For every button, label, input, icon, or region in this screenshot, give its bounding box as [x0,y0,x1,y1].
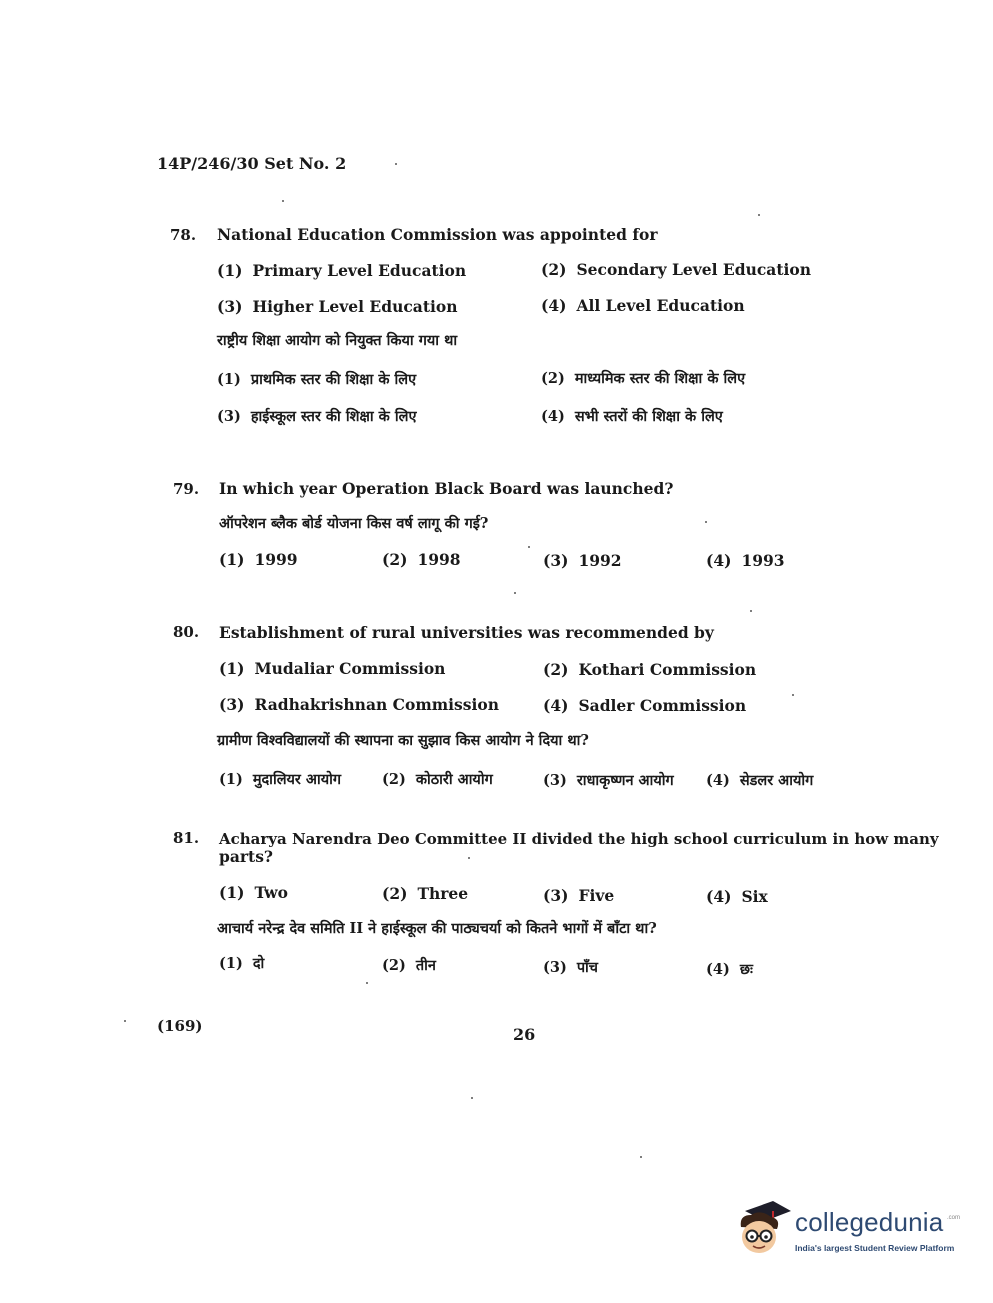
hindi-option-4: (4) सेडलर आयोग [706,772,814,789]
hindi-option-2: (2) कोठारी आयोग [382,771,493,788]
scan-speck [471,1097,473,1099]
option-2: (2) Kothari Commission [543,660,757,679]
scan-speck [282,200,284,202]
booklet-code: (169) [157,1017,203,1035]
question-text: Establishment of rural universities was recommended by [219,623,714,642]
scan-speck [792,694,794,696]
question-text: National Education Commission was appointed for [217,225,658,244]
question-text-hindi: आचार्य नरेन्द्र देव समिति II ने हाईस्कूल की पाठ्यचर्या को कितने भागों में बाँटा था? [217,920,657,937]
option-4: (4) Sadler Commission [543,696,747,715]
logo-tagline: India's largest Student Review Platform [795,1243,955,1253]
option-3: (3) Five [543,886,615,905]
hindi-option-3: (3) राधाकृष्णन आयोग [543,772,674,789]
hindi-option-1: (1) मुदालियर आयोग [219,771,342,788]
scan-speck [705,521,707,523]
option-2: (2) 1998 [382,550,461,569]
question-text: In which year Operation Black Board was launched? [219,479,674,498]
option-3: (3) Higher Level Education [217,297,458,316]
logo-suffix: .com [947,1215,961,1221]
scan-speck [758,214,760,216]
hindi-option-3: (3) पाँच [543,959,599,976]
question-number: 78. [170,226,197,244]
option-1: (1) Primary Level Education [217,261,467,280]
option-2: (2) Secondary Level Education [541,260,811,279]
hindi-option-2: (2) माध्यमिक स्तर की शिक्षा के लिए [541,370,746,387]
scan-speck [468,857,470,859]
question-text-hindi: ग्रामीण विश्वविद्यालयों की स्थापना का सुझाव किस आयोग ने दिया था? [217,732,589,749]
question-number: 81. [173,829,200,847]
scan-speck [640,1156,642,1158]
option-3: (3) Radhakrishnan Commission [219,695,499,714]
hindi-option-2: (2) तीन [382,957,436,974]
question-number: 79. [173,480,200,498]
question-text-hindi: ऑपरेशन ब्लैक बोर्ड योजना किस वर्ष लागू की गई? [219,515,489,532]
scan-speck [750,610,752,612]
option-4: (4) All Level Education [541,296,745,315]
scan-speck [528,546,530,548]
option-4: (4) 1993 [706,551,785,570]
question-text-line-2: parts? [219,847,274,866]
question-text-line-1: Acharya Narendra Deo Committee II divided the high school curriculum in how many [219,830,939,848]
logo-wordmark: collegedunia [795,1207,944,1237]
scan-speck [366,982,368,984]
question-text-hindi: राष्ट्रीय शिक्षा आयोग को नियुक्त किया गया था [217,332,458,349]
mascot-icon [735,1197,793,1259]
hindi-option-3: (3) हाईस्कूल स्तर की शिक्षा के लिए [217,408,417,425]
option-4: (4) Six [706,887,768,906]
hindi-option-1: (1) दो [219,955,265,972]
option-3: (3) 1992 [543,551,622,570]
paper-code: 14P/246/30 Set No. 2 [157,154,347,173]
question-number: 80. [173,623,200,641]
option-1: (1) 1999 [219,550,298,569]
hindi-option-1: (1) प्राथमिक स्तर की शिक्षा के लिए [217,371,417,388]
option-1: (1) Two [219,883,288,902]
scan-speck [395,163,397,165]
option-1: (1) Mudaliar Commission [219,659,446,678]
scan-speck [514,592,516,594]
collegedunia-logo [735,1195,960,1265]
scan-speck [124,1020,126,1022]
hindi-option-4: (4) सभी स्तरों की शिक्षा के लिए [541,408,723,425]
page-number: 26 [513,1025,536,1044]
hindi-option-4: (4) छः [706,961,753,978]
option-2: (2) Three [382,884,469,903]
